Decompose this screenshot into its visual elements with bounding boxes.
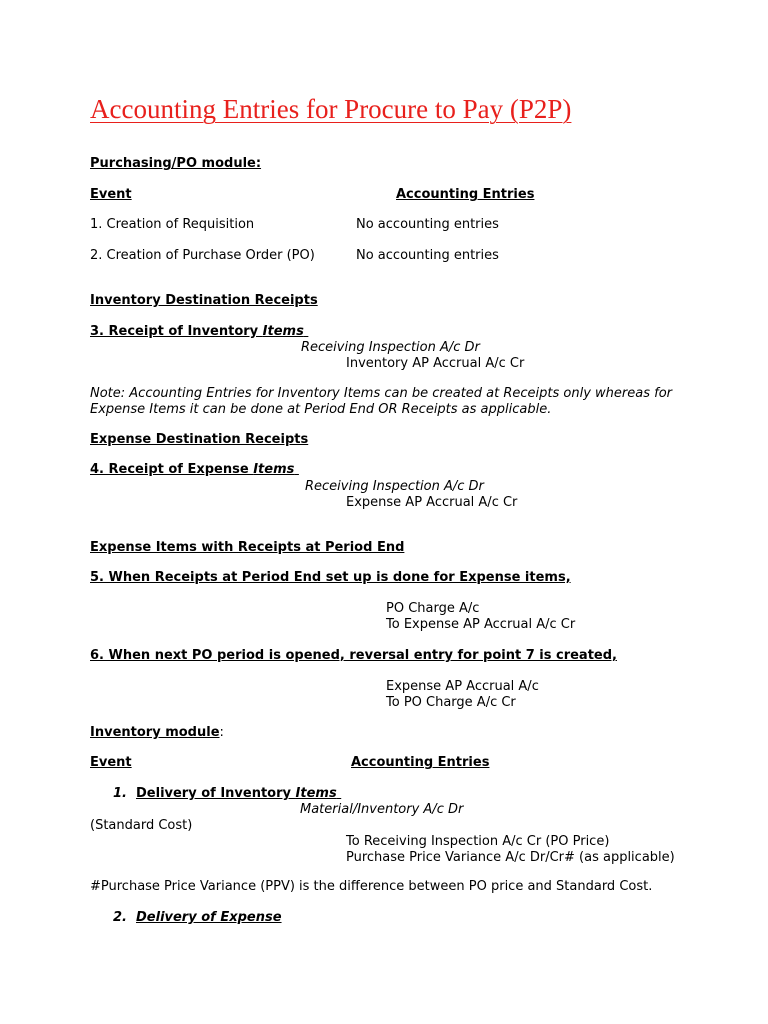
inventory-event-header: Event bbox=[90, 755, 132, 770]
receipt-expense-credit: Expense AP Accrual A/c Cr bbox=[346, 495, 518, 510]
receipt-inventory-prefix: 3. Receipt of Inventory bbox=[90, 324, 263, 339]
point-5-heading: 5. When Receipts at Period End set up is done for Expense items, bbox=[90, 570, 571, 585]
event-header: Event bbox=[90, 187, 132, 202]
note-line-2: Expense Items it can be done at Period End OR Receipts as applicable. bbox=[90, 402, 552, 417]
event-creation-po-entry: No accounting entries bbox=[356, 248, 499, 263]
inventory-module-heading: Inventory module bbox=[90, 725, 220, 740]
ppv-note: #Purchase Price Variance (PPV) is the difference between PO price and Standard Cost. bbox=[90, 879, 653, 894]
page-title: Accounting Entries for Procure to Pay (P2P) bbox=[90, 94, 572, 124]
expense-destination-heading: Expense Destination Receipts bbox=[90, 432, 309, 447]
inventory-item-1-number: 1. bbox=[113, 786, 127, 801]
inventory-entries-header: Accounting Entries bbox=[351, 755, 490, 770]
inventory-item-1-credit-2: Purchase Price Variance A/c Dr/Cr# (as applicable) bbox=[346, 850, 675, 865]
inventory-item-2-heading: Delivery of Expense bbox=[136, 910, 282, 925]
inventory-item-1-debit: Material/Inventory A/c Dr bbox=[300, 802, 464, 817]
point-6-credit: To PO Charge A/c Cr bbox=[386, 695, 516, 710]
inventory-item-1-heading bbox=[136, 786, 341, 802]
receipt-expense-debit: Receiving Inspection A/c Dr bbox=[305, 479, 484, 494]
entries-header: Accounting Entries bbox=[396, 187, 535, 202]
receipt-expense-prefix: 4. Receipt of Expense bbox=[90, 462, 254, 477]
inventory-item-1-items: Items bbox=[295, 786, 337, 801]
standard-cost-label: (Standard Cost) bbox=[90, 818, 193, 833]
receipt-expense-heading bbox=[90, 462, 299, 478]
event-creation-requisition-entry: No accounting entries bbox=[356, 217, 499, 232]
inventory-destination-heading: Inventory Destination Receipts bbox=[90, 293, 318, 308]
inventory-item-2-number: 2. bbox=[113, 910, 127, 925]
point-6-debit: Expense AP Accrual A/c bbox=[386, 679, 539, 694]
receipt-inventory-credit: Inventory AP Accrual A/c Cr bbox=[346, 356, 525, 371]
note-line-1: Note: Accounting Entries for Inventory Items can be created at Receipts only whereas for bbox=[90, 386, 673, 401]
receipt-expense-items: Items bbox=[253, 462, 295, 477]
event-creation-po: 2. Creation of Purchase Order (PO) bbox=[90, 248, 315, 263]
point-5-debit: PO Charge A/c bbox=[386, 601, 480, 616]
inventory-item-1-prefix: Delivery of Inventory bbox=[136, 786, 296, 801]
inventory-module-colon: : bbox=[219, 725, 224, 740]
receipt-inventory-heading bbox=[90, 324, 308, 340]
point-5-credit: To Expense AP Accrual A/c Cr bbox=[386, 617, 576, 632]
receipt-inventory-items: Items bbox=[262, 324, 304, 339]
inventory-module-heading-line bbox=[90, 725, 224, 741]
point-6-heading: 6. When next PO period is opened, reversal entry for point 7 is created, bbox=[90, 648, 617, 663]
inventory-item-1-credit-1: To Receiving Inspection A/c Cr (PO Price) bbox=[346, 834, 610, 849]
receipt-inventory-debit: Receiving Inspection A/c Dr bbox=[301, 340, 480, 355]
purchasing-heading: Purchasing/PO module: bbox=[90, 156, 262, 171]
period-end-heading: Expense Items with Receipts at Period End bbox=[90, 540, 405, 555]
event-creation-requisition: 1. Creation of Requisition bbox=[90, 217, 255, 232]
